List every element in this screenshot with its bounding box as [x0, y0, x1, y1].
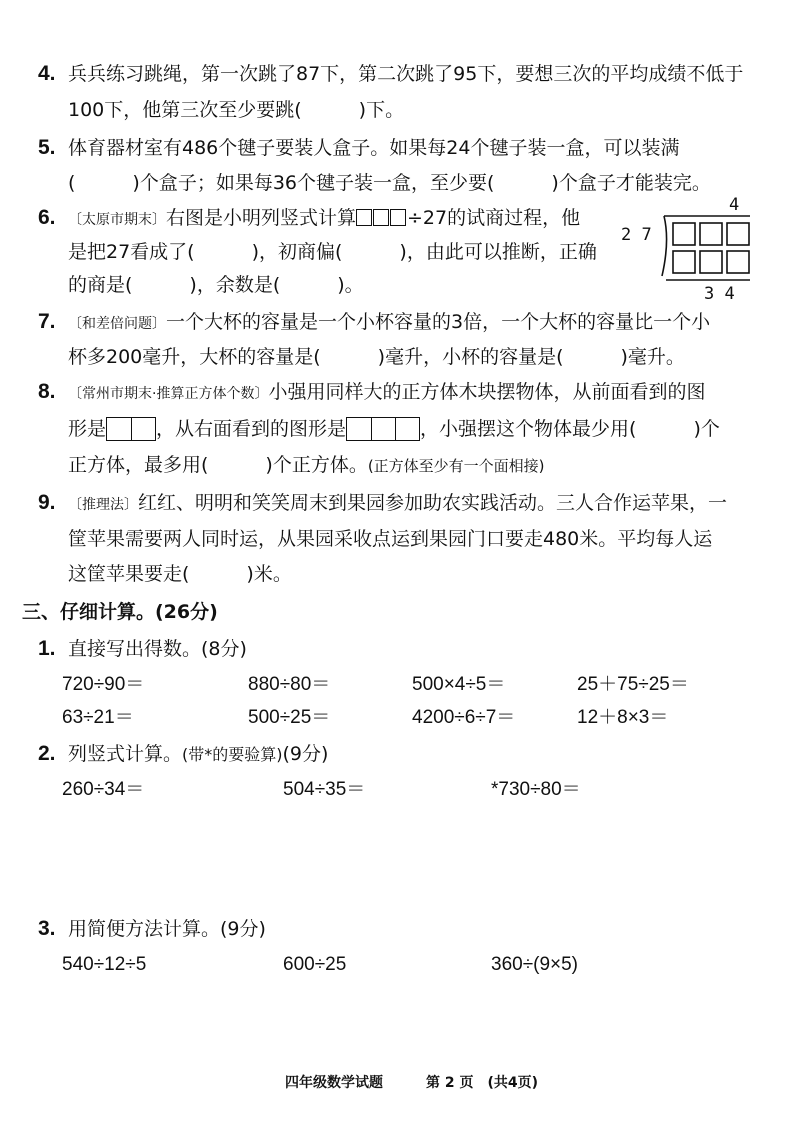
problem-8-text: 小强用同样大的正方体木块摆物体，从前面看到的图	[268, 381, 706, 403]
problem-4-number: 4.	[38, 62, 56, 85]
q3-title: 用简便方法计算。(9分)	[68, 918, 266, 940]
long-division-figure	[618, 196, 758, 306]
division-divisor: 2 7	[621, 225, 652, 245]
problem-9-line2: 筐苹果需要两人同时运，从果园采收点运到果园门口要走480米。平均每人运	[68, 528, 713, 550]
problem-9-tag: 〔推理法〕	[68, 497, 138, 513]
problem-9-line3: 这筐苹果要走( )米。	[68, 563, 292, 585]
problem-5-line1: 体育器材室有486个毽子要装人盒子。如果每24个毽子装一盒，可以装满	[68, 137, 680, 159]
q1-item: 12＋8×3＝	[577, 707, 669, 728]
q2-title-text: 列竖式计算。	[68, 743, 183, 765]
problem-8-line2	[68, 417, 720, 441]
digit-box	[390, 209, 406, 226]
division-quotient: 4	[729, 196, 740, 215]
q1-item: 720÷90＝	[62, 674, 145, 695]
q1-item: 500×4÷5＝	[412, 674, 506, 695]
q1-item: 4200÷6÷7＝	[412, 707, 516, 728]
q3-number: 3.	[38, 917, 56, 940]
problem-6-text-a: 右图是小明列竖式计算	[166, 207, 357, 229]
problem-8-text-d: 正方体，最多用( )个正方体。	[68, 454, 368, 476]
problem-6-tag: 〔太原市期末〕	[68, 212, 166, 228]
problem-6-number: 6.	[38, 206, 56, 229]
problem-7-text: 一个大杯的容量是一个小杯容量的3倍，一个大杯的容量比一个小	[166, 311, 711, 333]
problem-9-line1	[68, 491, 727, 517]
problem-4-line1: 兵兵练习跳绳，第一次跳了87下，第二次跳了95下，要想三次的平均成绩不低于	[68, 63, 744, 85]
problem-8-text-b: ，从右面看到的图形是	[156, 418, 347, 440]
q2-title-score: (9分)	[282, 743, 329, 765]
q2-item: *730÷80＝	[491, 779, 581, 800]
q1-item: 25＋75÷25＝	[577, 674, 689, 695]
problem-6-line3: 的商是( )，余数是( )。	[68, 274, 364, 296]
q3-item: 600÷25	[283, 954, 347, 975]
q2-title	[68, 742, 328, 767]
problem-5-line2: ( )个盒子；如果每36个毽子装一盒，至少要( )个盒子才能装完。	[68, 172, 711, 194]
division-box	[727, 251, 749, 273]
division-box	[673, 223, 695, 245]
division-box	[700, 223, 722, 245]
q2-item: 260÷34＝	[62, 779, 145, 800]
right-view-figure	[346, 417, 420, 441]
division-box	[673, 251, 695, 273]
q1-item: 880÷80＝	[248, 674, 331, 695]
problem-8-tag: 〔常州市期末·推算正方体个数〕	[68, 386, 269, 402]
division-box	[727, 223, 749, 245]
division-product: 3 4	[704, 284, 735, 304]
footer-subject: 四年级数学试题	[285, 1075, 383, 1091]
problem-7-tag: 〔和差倍问题〕	[68, 316, 166, 332]
division-box	[700, 251, 722, 273]
q2-title-note: (带*的要验算)	[182, 745, 283, 764]
division-bracket	[662, 216, 667, 276]
section-3-title: 三、仔细计算。(26分)	[22, 601, 218, 623]
problem-6-line1	[68, 206, 580, 232]
q3-item: 360÷(9×5)	[491, 954, 579, 975]
q1-title: 直接写出得数。(8分)	[68, 638, 247, 660]
problem-7-number: 7.	[38, 310, 56, 333]
problem-5-number: 5.	[38, 136, 56, 159]
front-view-figure	[106, 417, 156, 441]
problem-7-line2: 杯多200毫升，大杯的容量是( )毫升，小杯的容量是( )毫升。	[68, 346, 685, 368]
problem-7-line1	[68, 310, 710, 336]
problem-8-number: 8.	[38, 380, 56, 403]
problem-9-number: 9.	[38, 491, 56, 514]
problem-8-note: (正方体至少有一个面相接)	[367, 457, 545, 475]
footer-page-number: 第 2 页 (共4页)	[426, 1075, 539, 1091]
q1-item: 63÷21＝	[62, 707, 134, 728]
problem-8-line3	[68, 453, 545, 478]
problem-6-text-b: ÷27的试商过程，他	[407, 207, 581, 229]
problem-8-text-a: 形是	[68, 418, 107, 440]
q1-item: 500÷25＝	[248, 707, 331, 728]
digit-box	[373, 209, 389, 226]
q3-item: 540÷12÷5	[62, 954, 147, 975]
q1-number: 1.	[38, 637, 56, 660]
problem-8-line1	[68, 380, 705, 406]
problem-8-text-c: ，小强摆这个物体最少用( )个	[420, 418, 720, 440]
digit-box	[356, 209, 372, 226]
problem-9-text: 红红、明明和笑笑周末到果园参加助农实践活动。三人合作运苹果，一	[138, 492, 728, 514]
problem-6-line2: 是把27看成了( )，初商偏( )，由此可以推断，正确	[68, 241, 597, 263]
q2-number: 2.	[38, 742, 56, 765]
problem-4-line2: 100下，他第三次至少要跳( )下。	[68, 99, 405, 121]
q2-item: 504÷35＝	[283, 779, 366, 800]
